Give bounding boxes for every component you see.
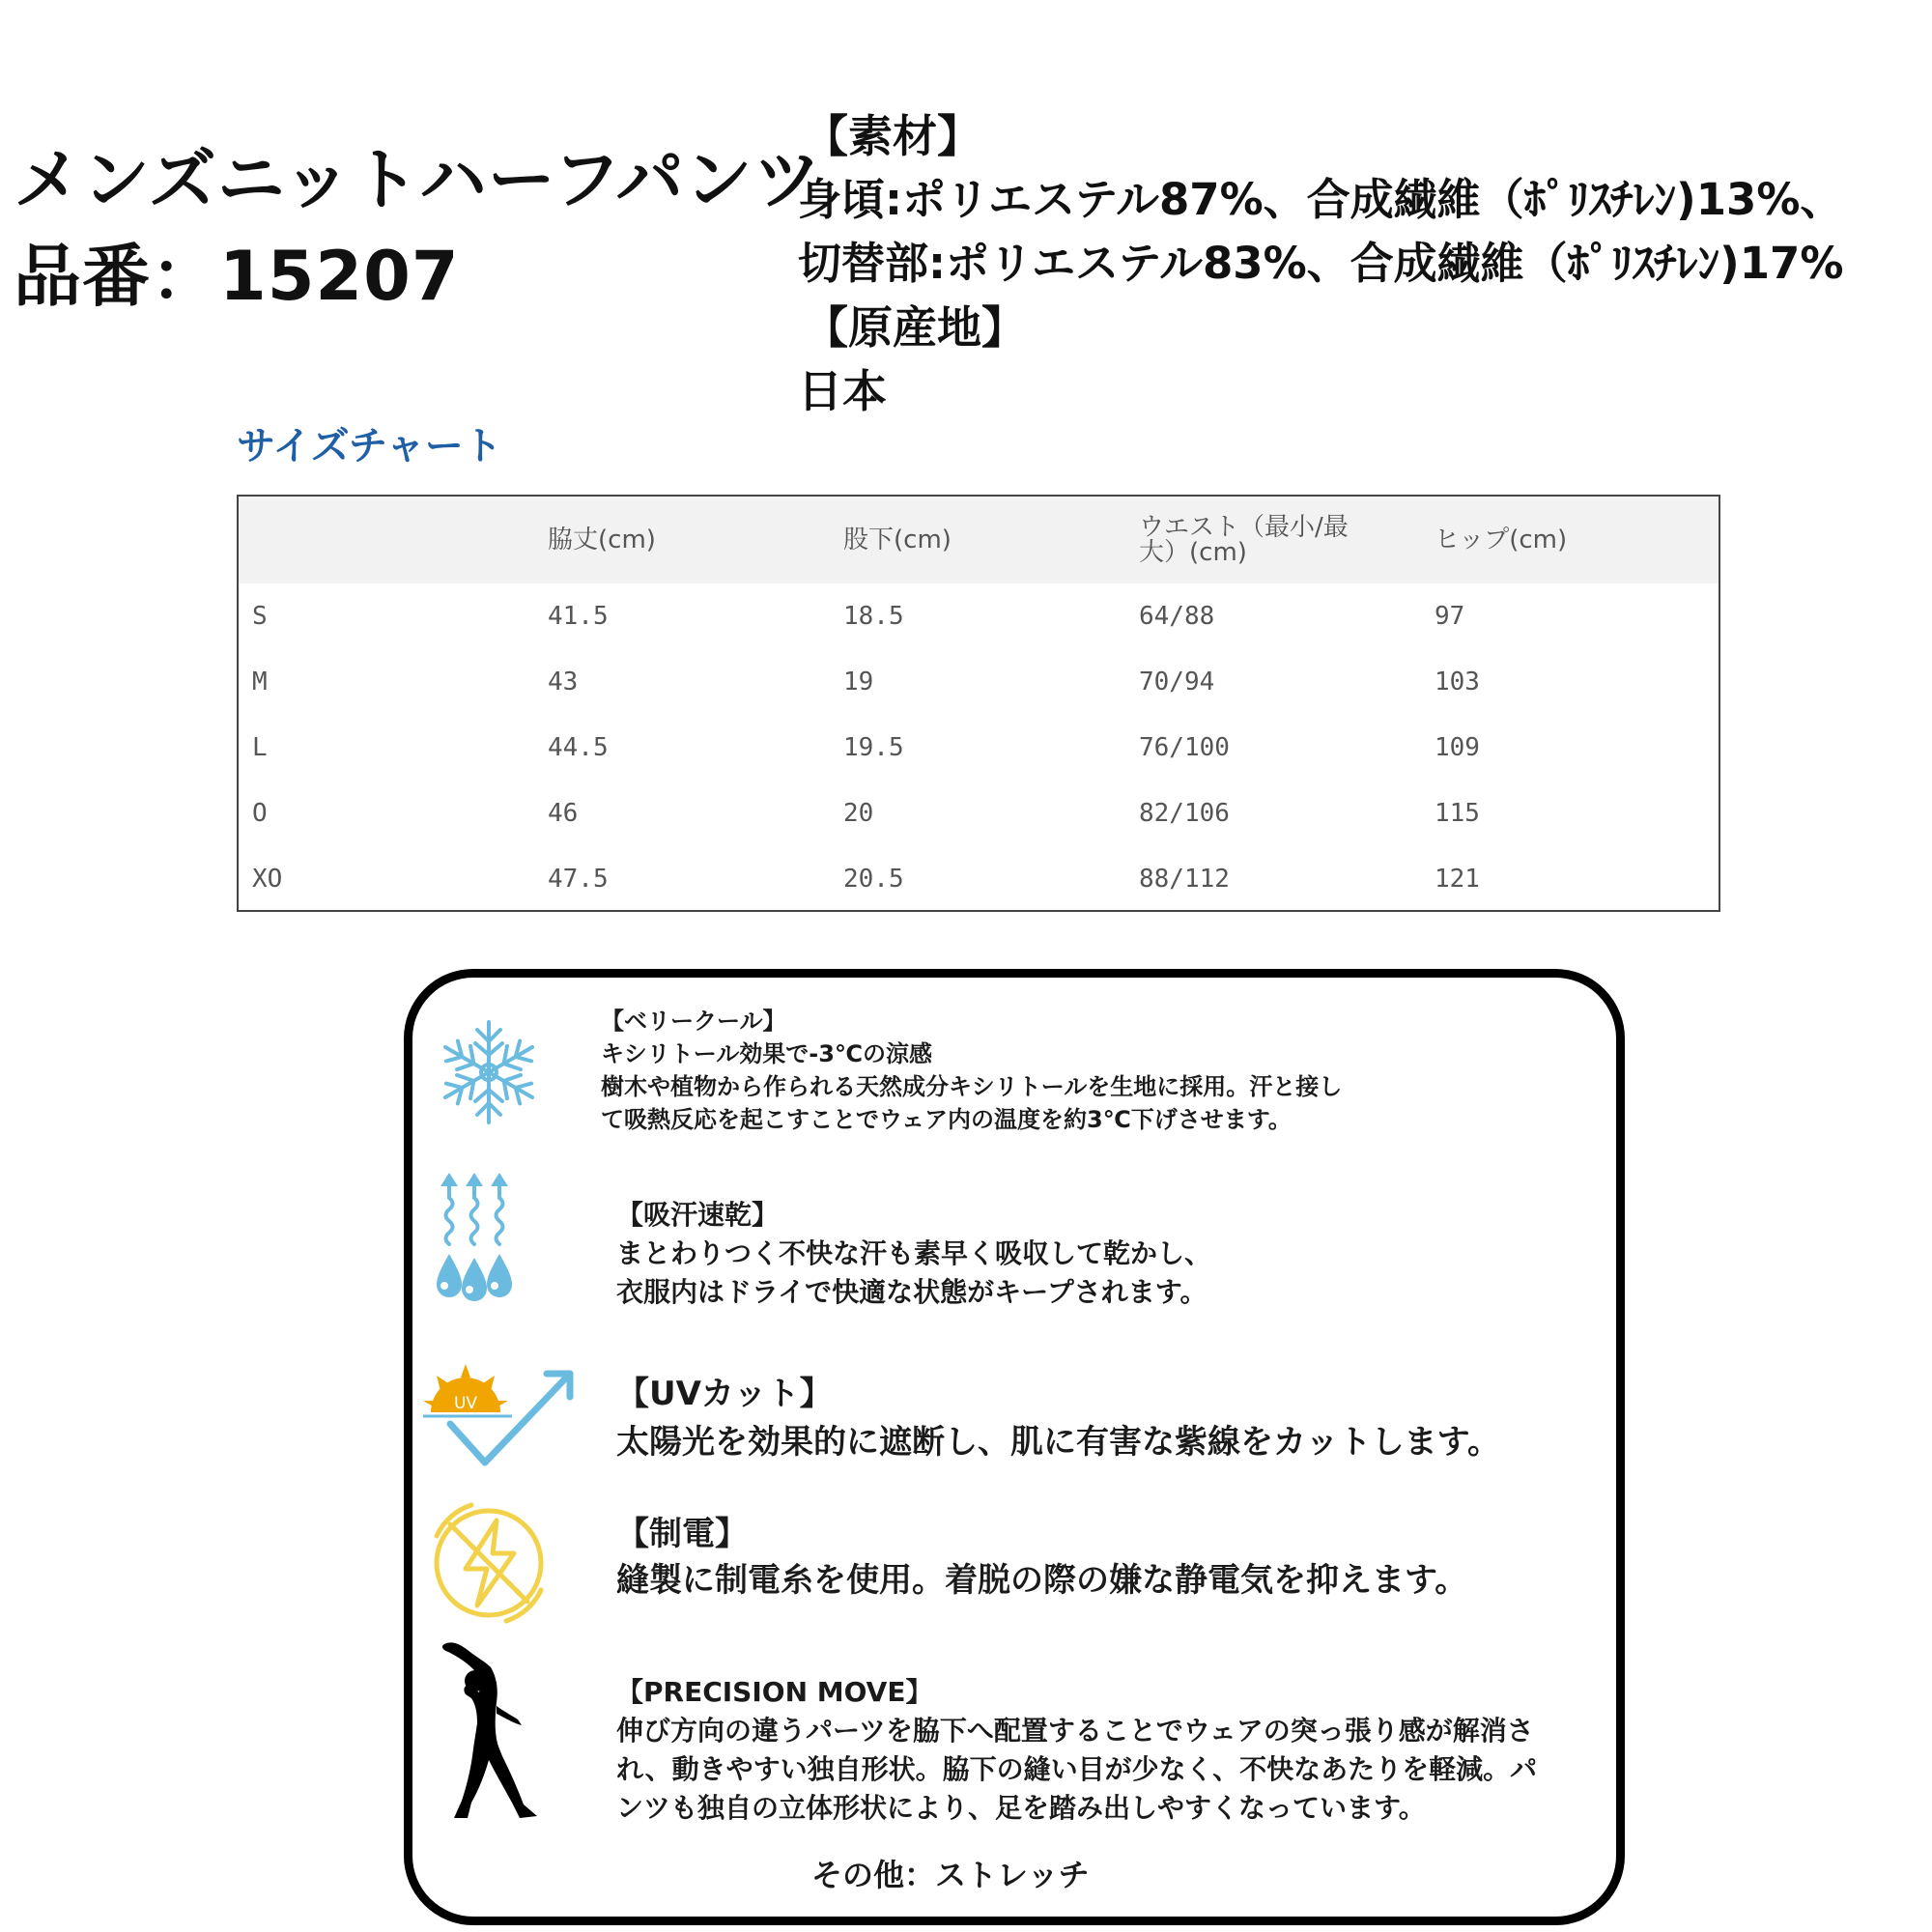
feature-line: て吸熱反応を起こすことでウェア内の温度を約3℃下げさせます。 — [601, 1106, 1292, 1133]
material-block — [798, 104, 1843, 423]
table-cell: 103 — [1435, 668, 1480, 696]
table-row — [239, 846, 1719, 912]
feature-line: れ、動きやすい独自形状。脇下の縫い目が少なく、不快なあたりを軽減。パ — [616, 1753, 1538, 1785]
table-cell: 64/88 — [1139, 602, 1215, 631]
table-header-row — [239, 497, 1719, 583]
origin-heading: 【原産地】 — [804, 301, 1026, 354]
origin-value: 日本 — [798, 365, 887, 417]
feature-line: 太陽光を効果的に遮断し、肌に有害な紫線をカットします。 — [616, 1423, 1500, 1462]
feature-line: 伸び方向の違うパーツを脇下へ配置することでウェアの突っ張り感が解消さ — [616, 1715, 1534, 1747]
product-name: メンズニットハーフパンツ — [14, 140, 822, 219]
feature-other: その他：ストレッチ — [811, 1857, 1090, 1893]
table-cell: 20 — [843, 799, 874, 828]
column-header-inseam: 股下(cm) — [843, 526, 952, 554]
table-row — [239, 715, 1719, 781]
product-number: 品番：15207 — [14, 237, 460, 316]
feature-line: キシリトール効果で-3℃の涼感 — [601, 1040, 933, 1067]
feature-title: 【UVカット】 — [616, 1375, 833, 1413]
uv-badge-text: UV — [453, 1394, 478, 1413]
feature-line: 樹木や植物から作られる天然成分キシリトールを生地に採用。汗と接し — [601, 1073, 1343, 1100]
table-cell: 19.5 — [843, 733, 904, 762]
material-line-panel: 切替部:ポリエステル83%、合成繊維（ﾎﾟﾘｽﾁﾚﾝ)17% — [798, 238, 1844, 289]
feature-uv-cut — [616, 1370, 1500, 1466]
feature-line: 縫製に制電糸を使用。着脱の際の嫌な静電気を抑えます。 — [616, 1561, 1468, 1600]
table-row — [239, 781, 1719, 846]
feature-title: 【ベリークール】 — [601, 1008, 786, 1035]
table-cell: 121 — [1435, 865, 1480, 894]
uv-check-icon — [415, 1362, 582, 1470]
table-cell: 47.5 — [548, 865, 609, 894]
table-cell: 115 — [1435, 799, 1480, 828]
feature-line: 衣服内はドライで快適な状態がキープされます。 — [616, 1276, 1208, 1308]
table-cell: 41.5 — [548, 602, 609, 631]
antistatic-icon — [423, 1497, 554, 1629]
size-cell: M — [252, 668, 268, 696]
size-chart-table — [237, 495, 1720, 912]
table-cell: 88/112 — [1139, 865, 1230, 894]
table-cell: 109 — [1435, 733, 1480, 762]
feature-title: 【制電】 — [616, 1515, 748, 1553]
table-cell: 18.5 — [843, 602, 904, 631]
table-cell: 43 — [548, 668, 579, 696]
feature-title: 【PRECISION MOVE】 — [616, 1676, 933, 1708]
table-cell: 19 — [843, 668, 874, 696]
column-header-hip: ヒップ(cm) — [1435, 526, 1568, 554]
feature-title: 【吸汗速乾】 — [616, 1199, 780, 1231]
column-header-side-length: 脇丈(cm) — [548, 526, 656, 554]
feature-line: ンツも独自の立体形状により、足を踏み出しやすくなっています。 — [616, 1792, 1426, 1824]
size-cell: O — [252, 799, 268, 828]
size-cell: S — [252, 602, 268, 631]
column-header-waist: ウエスト（最小/最大）(cm) — [1139, 513, 1349, 567]
table-cell: 82/106 — [1139, 799, 1230, 828]
size-chart-heading: サイズチャート — [237, 424, 502, 469]
column-header — [239, 497, 534, 583]
material-heading: 【素材】 — [804, 110, 981, 162]
table-cell: 76/100 — [1139, 733, 1230, 762]
table-cell: 44.5 — [548, 733, 609, 762]
feature-very-cool — [601, 1005, 1342, 1136]
feature-quick-dry — [616, 1196, 1211, 1312]
table-cell: 20.5 — [843, 865, 904, 894]
table-cell: 70/94 — [1139, 668, 1215, 696]
material-line-body: 身頃:ポリエステル87%、合成繊維（ﾎﾟﾘｽﾁﾚﾝ)13%、 — [798, 174, 1844, 225]
feature-precision-move — [616, 1673, 1537, 1828]
snowflake-icon — [433, 1016, 545, 1128]
table-row — [239, 583, 1719, 649]
table-row — [239, 649, 1719, 715]
size-cell: XO — [252, 865, 283, 894]
sweat-drops-icon — [433, 1169, 529, 1309]
feature-antistatic — [616, 1511, 1467, 1604]
size-cell: L — [252, 733, 268, 762]
feature-line: まとわりつく不快な汗も素早く吸収して乾かし、 — [616, 1237, 1212, 1269]
table-cell: 46 — [548, 799, 579, 828]
stretching-person-icon — [440, 1638, 566, 1822]
table-cell: 97 — [1435, 602, 1465, 631]
